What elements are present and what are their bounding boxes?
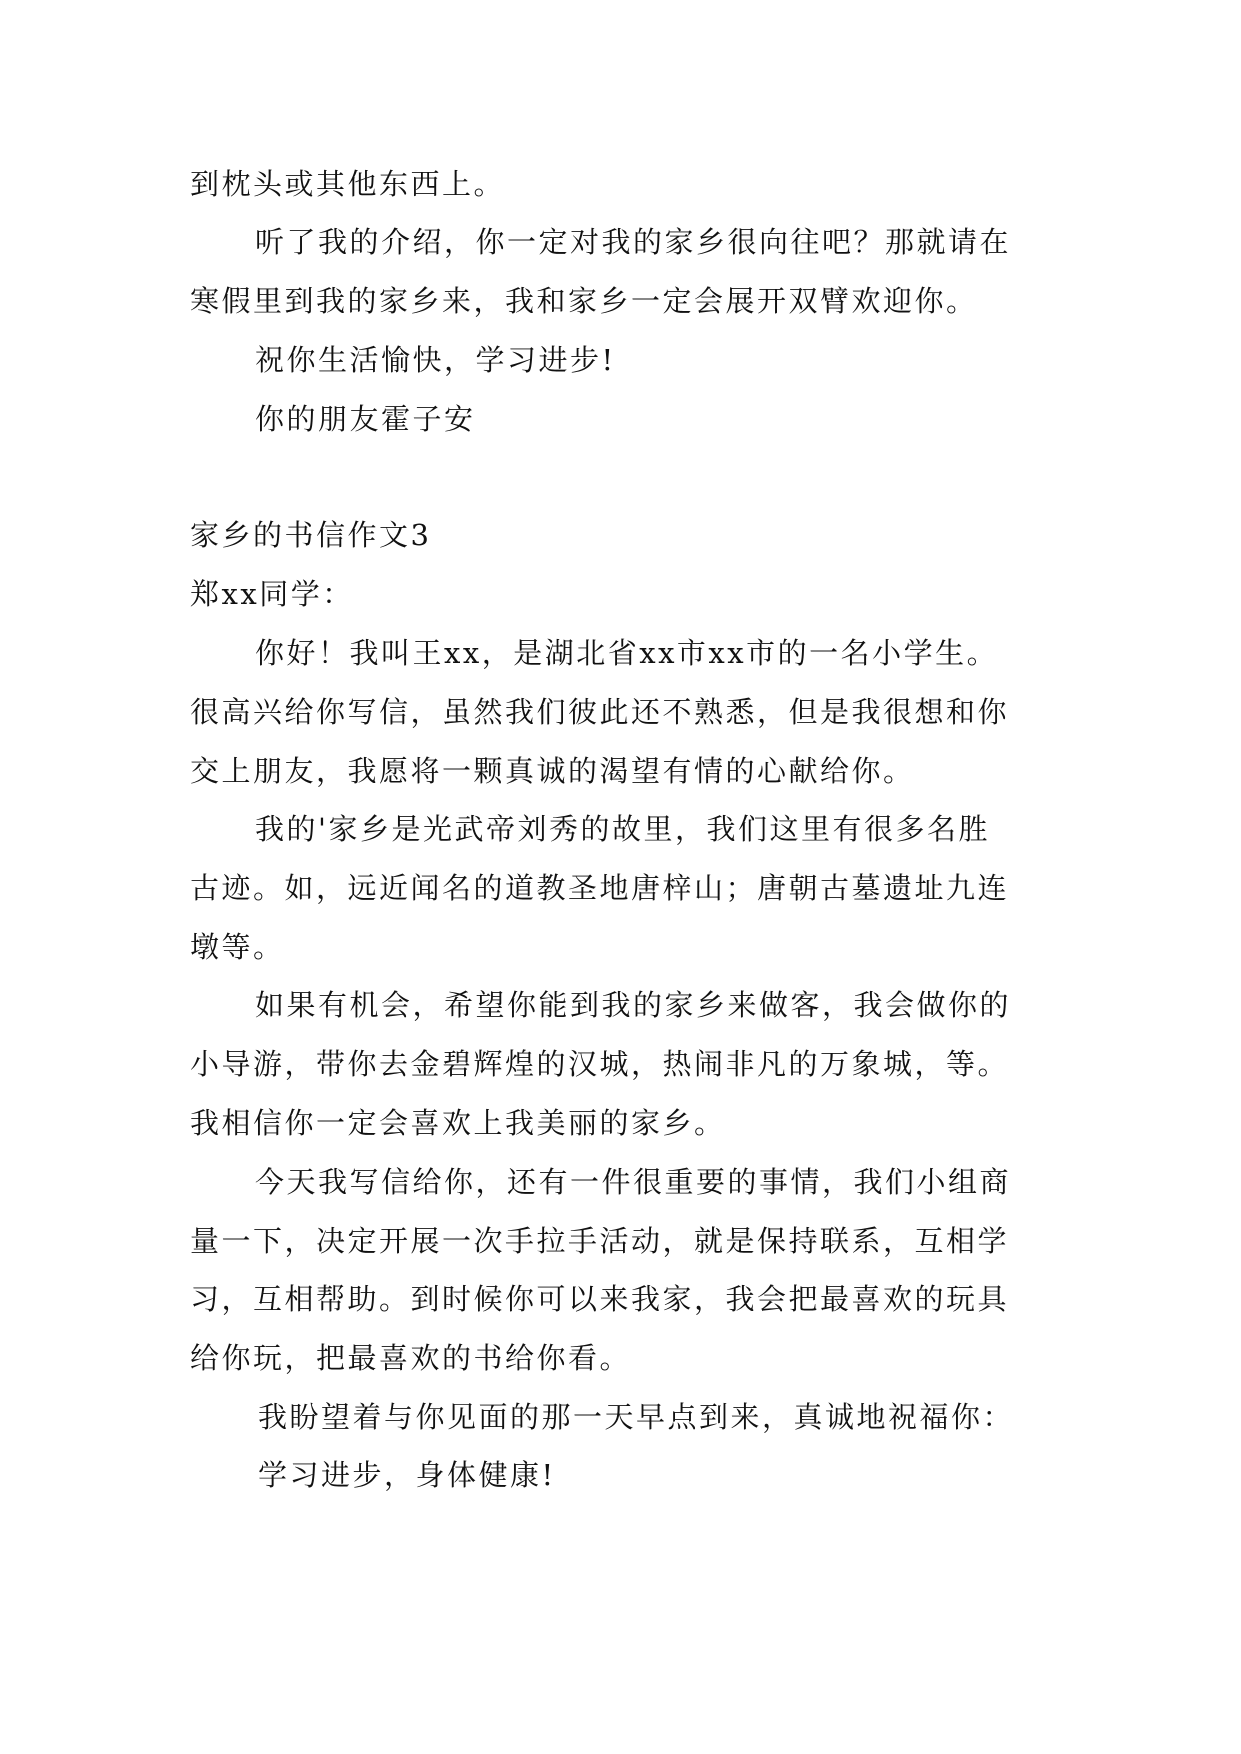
paragraph-4-line-1: 今天我写信给你，还有一件很重要的事情，我们小组商 <box>255 1165 1012 1199</box>
closing-line: 学习进步，身体健康! <box>258 1458 556 1492</box>
paragraph-3-line-1: 如果有机会，希望你能到我的家乡来做客，我会做你的 <box>255 988 1012 1022</box>
invite-paragraph-line-1: 听了我的介绍，你一定对我的家乡很向往吧？那就请在 <box>255 225 1012 259</box>
paragraph-4-line-3: 习，互相帮助。到时候你可以来我家，我会把最喜欢的玩具 <box>190 1282 1010 1316</box>
paragraph-2-line-1: 我的'家乡是光武帝刘秀的故里，我们这里有很多名胜 <box>255 812 990 846</box>
invite-paragraph-line-2: 寒假里到我的家乡来，我和家乡一定会展开双臂欢迎你。 <box>190 284 978 318</box>
signature-line: 你的朋友霍子安 <box>255 402 476 436</box>
paragraph-4-line-2: 量一下，决定开展一次手拉手活动，就是保持联系，互相学 <box>190 1224 1010 1258</box>
paragraph-3-line-2: 小导游，带你去金碧辉煌的汉城，热闹非凡的万象城，等。 <box>190 1047 1010 1081</box>
paragraph-1-line-2: 很高兴给你写信，虽然我们彼此还不熟悉，但是我很想和你 <box>190 695 1010 729</box>
paragraph-2-line-3: 墩等。 <box>190 930 285 964</box>
wish-line: 祝你生活愉快，学习进步! <box>255 343 616 377</box>
paragraph-5-line: 我盼望着与你见面的那一天早点到来，真诚地祝福你： <box>258 1400 1015 1434</box>
paragraph-1-line-1: 你好！我叫王xx，是湖北省xx市xx市的一名小学生。 <box>255 636 999 670</box>
section-title: 家乡的书信作文3 <box>190 518 432 552</box>
paragraph-2-line-2: 古迹。如，远近闻名的道教圣地唐梓山；唐朝古墓遗址九连 <box>190 871 1010 905</box>
salutation: 郑xx同学： <box>190 577 354 611</box>
paragraph-end-line: 到枕头或其他东西上。 <box>190 167 506 201</box>
paragraph-1-line-3: 交上朋友，我愿将一颗真诚的渴望有情的心献给你。 <box>190 754 915 788</box>
paragraph-4-line-4: 给你玩，把最喜欢的书给你看。 <box>190 1341 632 1375</box>
paragraph-3-line-3: 我相信你一定会喜欢上我美丽的家乡。 <box>190 1106 726 1140</box>
